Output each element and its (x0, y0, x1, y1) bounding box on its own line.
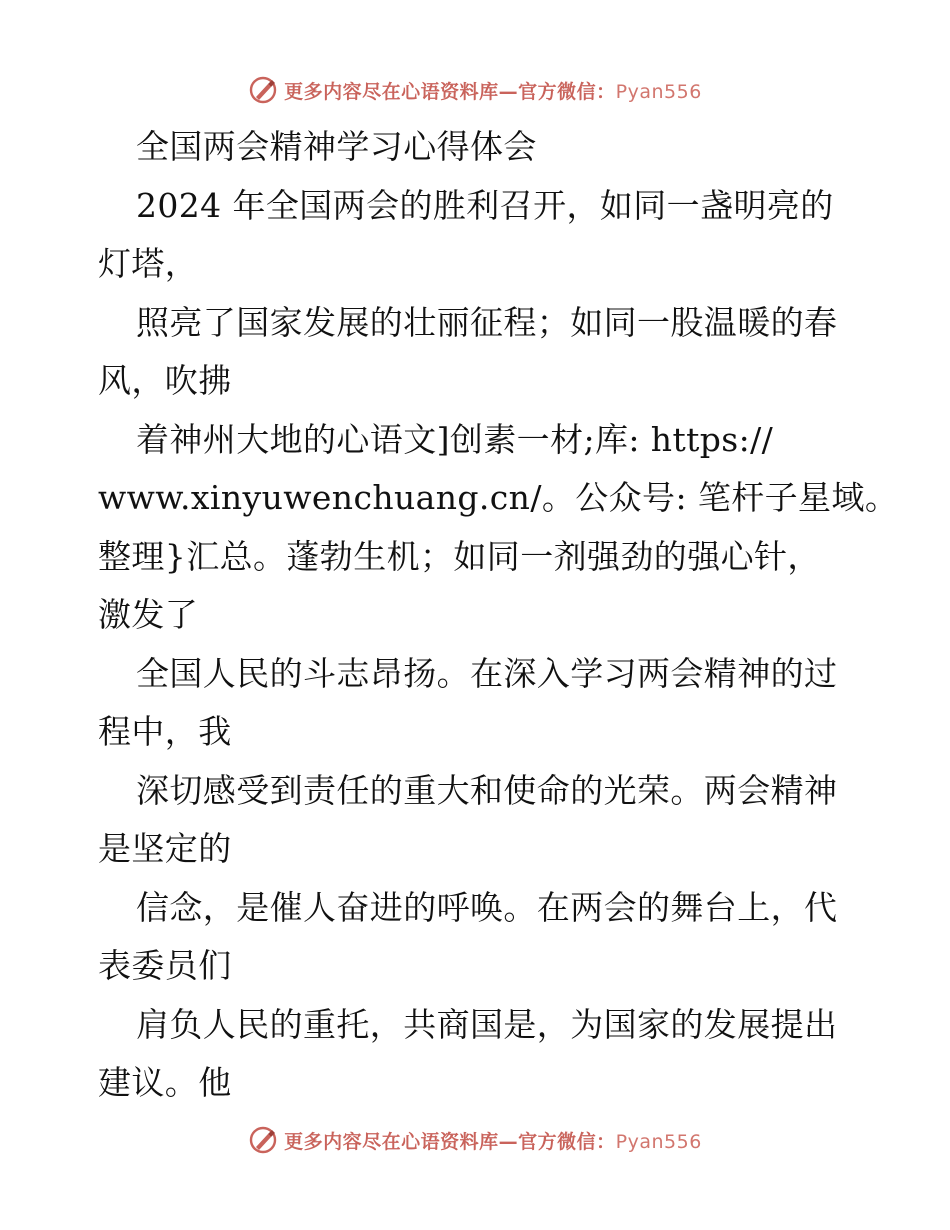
pen-logo-icon (248, 1125, 278, 1155)
text-line: 表委员们 (98, 946, 232, 985)
banner-wechat-id: Pyan556 (615, 80, 702, 103)
text-line: 激发了 (98, 595, 199, 634)
banner-text (284, 77, 702, 104)
text-line: 照亮了国家发展的壮丽征程；如同一股温暖的春 (136, 302, 838, 342)
text-line: 全国人民的斗志昂扬。在深入学习两会精神的过 (136, 653, 838, 693)
banner-label: 更多内容尽在心语资料库—官方微信： (284, 80, 616, 103)
banner-label: 更多内容尽在心语资料库—官方微信： (284, 1130, 616, 1153)
text-line: 肩负人民的重托，共商国是，为国家的发展提出 (136, 1004, 838, 1044)
banner-wechat-id: Pyan556 (615, 1130, 702, 1153)
document-body (98, 118, 899, 1113)
text-line: www.xinyuwenchuang.cn/。公众号: 笔杆子星域。 (98, 478, 899, 517)
footer-banner (0, 1120, 950, 1160)
text-line: 着神州大地的心语文]创素一材;库: https:// (136, 419, 774, 459)
text-line: 2024 年全国两会的胜利召开，如同一盏明亮的 (136, 185, 834, 225)
text-line: 是坚定的 (98, 829, 232, 868)
text-line: 风，吹拂 (98, 361, 232, 400)
header-banner (0, 70, 950, 110)
text-line: 灯塔， (98, 244, 199, 283)
text-line: 整理}汇总。蓬勃生机；如同一剂强劲的强心针， (98, 536, 821, 576)
text-line: 深切感受到责任的重大和使命的光荣。两会精神 (136, 770, 838, 810)
banner-text (284, 1127, 702, 1154)
pen-logo-icon (248, 75, 278, 105)
text-line: 信念，是催人奋进的呼唤。在两会的舞台上，代 (136, 887, 838, 927)
document-title: 全国两会精神学习心得体会 (136, 127, 537, 166)
text-line: 程中，我 (98, 712, 232, 751)
text-line: 建议。他 (98, 1063, 232, 1102)
